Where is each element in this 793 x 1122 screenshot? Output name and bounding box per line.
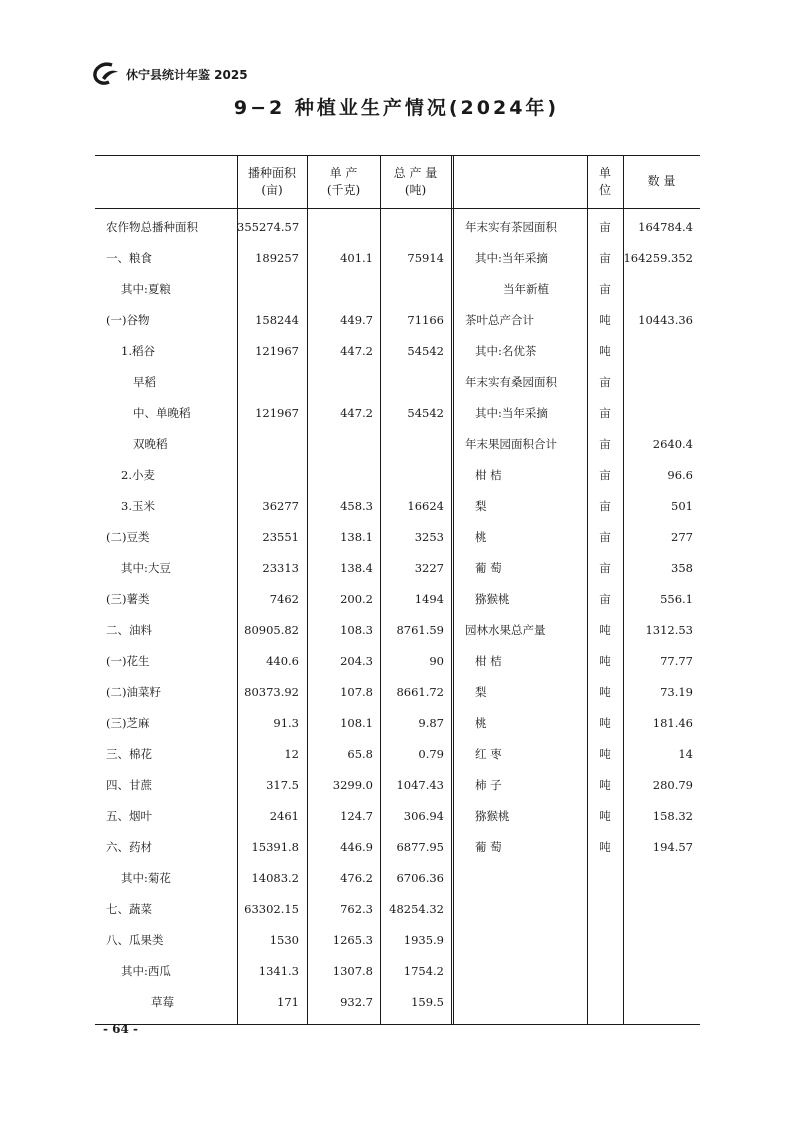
header-yield-per-mu: 单 产 (千克) <box>326 165 361 197</box>
table-row <box>95 925 700 956</box>
unit-value: 亩 <box>599 406 611 420</box>
output-value: 306.94 <box>403 809 444 823</box>
table-row <box>95 460 700 491</box>
sown-area-value: 158244 <box>255 313 299 327</box>
item-label: 当年新植 <box>503 282 549 296</box>
output-value: 1047.43 <box>396 778 444 792</box>
table-row <box>95 956 700 987</box>
item-label: 柑 桔 <box>475 468 502 482</box>
crop-label: 2.小麦 <box>121 468 155 482</box>
table-row <box>95 708 700 739</box>
amount-value: 358 <box>671 561 693 575</box>
crop-label: (一)花生 <box>106 654 150 668</box>
planting-production-table <box>95 155 700 1025</box>
amount-value: 501 <box>671 499 693 513</box>
yield-value: 1307.8 <box>332 964 373 978</box>
item-label: 柑 桔 <box>475 654 502 668</box>
table-bottom-rule <box>95 1024 700 1025</box>
header-sown-area: 播种面积 (亩) <box>247 165 296 197</box>
unit-value: 亩 <box>599 561 611 575</box>
item-label: 葡 萄 <box>475 561 502 575</box>
amount-value <box>623 398 693 429</box>
yield-value: 200.2 <box>340 592 373 606</box>
amount-value: 556.1 <box>660 592 693 606</box>
unit-value: 吨 <box>599 716 611 730</box>
sown-area-value <box>237 460 299 491</box>
output-value <box>380 212 444 243</box>
yield-value: 108.3 <box>340 623 373 637</box>
unit-value: 亩 <box>599 499 611 513</box>
item-label: 红 枣 <box>475 747 502 761</box>
sown-area-value: 14083.2 <box>251 871 299 885</box>
unit-value: 亩 <box>599 220 611 234</box>
yield-value: 3299.0 <box>332 778 373 792</box>
table-row <box>95 615 700 646</box>
item-label: 年末果园面积合计 <box>465 437 557 451</box>
crop-label: 双晚稻 <box>133 437 168 451</box>
item-label: 桃 <box>475 530 487 544</box>
output-value <box>380 367 444 398</box>
table-row <box>95 739 700 770</box>
sown-area-value: 80373.92 <box>244 685 299 699</box>
sown-area-value: 121967 <box>255 344 299 358</box>
yield-value: 446.9 <box>340 840 373 854</box>
sown-area-value <box>237 274 299 305</box>
table-row <box>95 305 700 336</box>
output-value <box>380 460 444 491</box>
item-label: 园林水果总产量 <box>465 623 546 637</box>
crop-label: (二)豆类 <box>106 530 150 544</box>
unit-value: 吨 <box>599 685 611 699</box>
table-row <box>95 770 700 801</box>
crop-label: 一、粮食 <box>106 251 152 265</box>
table-row <box>95 894 700 925</box>
crop-label: 草莓 <box>151 995 174 1009</box>
unit-value: 亩 <box>599 251 611 265</box>
amount-value <box>623 274 693 305</box>
page-title: 9−2 种植业生产情况(2024年) <box>233 97 560 119</box>
table-row <box>95 398 700 429</box>
unit-value: 吨 <box>599 778 611 792</box>
yield-value: 449.7 <box>340 313 373 327</box>
unit-value: 亩 <box>599 530 611 544</box>
amount-value: 1312.53 <box>645 623 693 637</box>
output-value: 90 <box>429 654 444 668</box>
amount-value: 277 <box>671 530 693 544</box>
table-row <box>95 274 700 305</box>
amount-value: 14 <box>678 747 693 761</box>
unit-value: 亩 <box>599 282 611 296</box>
crop-label: (一)谷物 <box>106 313 150 327</box>
item-label: 其中:名优茶 <box>475 344 537 358</box>
crop-label: 3.玉米 <box>121 499 155 513</box>
output-value: 54542 <box>407 406 444 420</box>
sown-area-value: 1341.3 <box>258 964 299 978</box>
yield-value <box>307 274 373 305</box>
sown-area-value: 2461 <box>269 809 299 823</box>
table-row <box>95 212 700 243</box>
amount-value: 181.46 <box>652 716 693 730</box>
item-label: 梨 <box>475 499 487 513</box>
sown-area-value: 36277 <box>262 499 299 513</box>
item-label: 柿 子 <box>475 778 502 792</box>
crop-label: 其中:夏粮 <box>121 282 171 296</box>
yearbook-title: 休宁县统计年鉴 2025 <box>126 67 248 82</box>
output-value: 9.87 <box>418 716 444 730</box>
yield-value <box>307 212 373 243</box>
crop-label: 六、药材 <box>106 840 152 854</box>
table-row <box>95 553 700 584</box>
crop-label: (三)薯类 <box>106 592 150 606</box>
output-value: 3227 <box>414 561 444 575</box>
sown-area-value: 171 <box>277 995 299 1009</box>
crop-label: 农作物总播种面积 <box>106 220 198 234</box>
crop-label: 其中:西瓜 <box>121 964 171 978</box>
unit-value: 吨 <box>599 840 611 854</box>
table-row <box>95 863 700 894</box>
output-value <box>380 274 444 305</box>
output-value: 75914 <box>407 251 444 265</box>
page-number: - 64 - <box>103 1022 139 1036</box>
item-label: 其中:当年采摘 <box>475 251 548 265</box>
sown-area-value: 23551 <box>262 530 299 544</box>
item-label: 猕猴桃 <box>475 809 510 823</box>
amount-value: 194.57 <box>652 840 693 854</box>
yield-value: 447.2 <box>340 344 373 358</box>
sown-area-value: 1530 <box>269 933 299 947</box>
amount-value: 164784.4 <box>638 220 693 234</box>
amount-value: 158.32 <box>652 809 693 823</box>
header-amount: 数 量 <box>647 174 676 188</box>
sown-area-value: 440.6 <box>266 654 299 668</box>
amount-value: 10443.36 <box>638 313 693 327</box>
sown-area-value: 80905.82 <box>244 623 299 637</box>
amount-value: 77.77 <box>660 654 693 668</box>
sown-area-value <box>237 367 299 398</box>
crop-label: 七、蔬菜 <box>106 902 152 916</box>
crop-label: 四、甘蔗 <box>106 778 152 792</box>
output-value: 8761.59 <box>396 623 444 637</box>
unit-value: 亩 <box>599 468 611 482</box>
unit-value: 吨 <box>599 747 611 761</box>
crop-label: 三、棉花 <box>106 747 152 761</box>
yield-value: 458.3 <box>340 499 373 513</box>
table-row <box>95 522 700 553</box>
sown-area-value: 7462 <box>269 592 299 606</box>
table-row <box>95 987 700 1018</box>
yield-value <box>307 429 373 460</box>
amount-value: 2640.4 <box>652 437 693 451</box>
yield-value <box>307 460 373 491</box>
unit-value: 亩 <box>599 437 611 451</box>
output-value: 1494 <box>414 592 444 606</box>
amount-value <box>623 367 693 398</box>
yield-value: 476.2 <box>340 871 373 885</box>
crop-label: 八、瓜果类 <box>106 933 164 947</box>
output-value: 16624 <box>407 499 444 513</box>
header-unit: 单 位 <box>598 165 611 197</box>
table-row <box>95 491 700 522</box>
output-value: 8661.72 <box>396 685 444 699</box>
sown-area-value: 23313 <box>262 561 299 575</box>
sown-area-value: 15391.8 <box>251 840 299 854</box>
yield-value: 65.8 <box>347 747 373 761</box>
sown-area-value: 189257 <box>255 251 299 265</box>
crop-label: (三)芝麻 <box>106 716 150 730</box>
output-value: 6877.95 <box>396 840 444 854</box>
table-row <box>95 584 700 615</box>
unit-value: 亩 <box>599 375 611 389</box>
yield-value: 447.2 <box>340 406 373 420</box>
output-value: 6706.36 <box>396 871 444 885</box>
table-row <box>95 801 700 832</box>
yield-value: 124.7 <box>340 809 373 823</box>
sown-area-value: 317.5 <box>266 778 299 792</box>
sown-area-value: 63302.15 <box>244 902 299 916</box>
crop-label: 1.稻谷 <box>121 344 155 358</box>
unit-value: 吨 <box>599 313 611 327</box>
yearbook-logo-icon <box>92 62 120 86</box>
yield-value: 204.3 <box>340 654 373 668</box>
unit-value: 吨 <box>599 654 611 668</box>
sown-area-value: 121967 <box>255 406 299 420</box>
output-value: 159.5 <box>411 995 444 1009</box>
output-value: 1754.2 <box>403 964 444 978</box>
table-row <box>95 367 700 398</box>
table-row <box>95 832 700 863</box>
item-label: 年末实有桑园面积 <box>465 375 557 389</box>
amount-value: 73.19 <box>660 685 693 699</box>
amount-value: 164259.352 <box>623 251 693 265</box>
sown-area-value: 12 <box>284 747 299 761</box>
page-header <box>92 62 248 86</box>
yield-value: 932.7 <box>340 995 373 1009</box>
header-total-output: 总 产 量 (吨) <box>393 165 438 197</box>
yield-value: 107.8 <box>340 685 373 699</box>
output-value: 3253 <box>414 530 444 544</box>
yield-value <box>307 367 373 398</box>
output-value: 71166 <box>407 313 444 327</box>
amount-value <box>623 336 693 367</box>
item-label: 桃 <box>475 716 487 730</box>
sown-area-value <box>237 429 299 460</box>
sown-area-value: 91.3 <box>273 716 299 730</box>
unit-value: 吨 <box>599 809 611 823</box>
table-header-rule <box>95 208 700 209</box>
yield-value: 401.1 <box>340 251 373 265</box>
crop-label: 其中:大豆 <box>121 561 171 575</box>
unit-value: 吨 <box>599 344 611 358</box>
table-row <box>95 646 700 677</box>
item-label: 葡 萄 <box>475 840 502 854</box>
amount-value: 280.79 <box>652 778 693 792</box>
yield-value: 138.4 <box>340 561 373 575</box>
crop-label: 其中:菊花 <box>121 871 171 885</box>
output-value: 54542 <box>407 344 444 358</box>
yield-value: 1265.3 <box>332 933 373 947</box>
yield-value: 762.3 <box>340 902 373 916</box>
output-value <box>380 429 444 460</box>
crop-label: 早稻 <box>133 375 156 389</box>
crop-label: 五、烟叶 <box>106 809 152 823</box>
table-row <box>95 677 700 708</box>
unit-value: 吨 <box>599 623 611 637</box>
item-label: 年末实有茶园面积 <box>465 220 557 234</box>
table-row <box>95 336 700 367</box>
item-label: 其中:当年采摘 <box>475 406 548 420</box>
table-row <box>95 243 700 274</box>
crop-label: 二、油料 <box>106 623 152 637</box>
item-label: 猕猴桃 <box>475 592 510 606</box>
output-value: 48254.32 <box>389 902 444 916</box>
item-label: 梨 <box>475 685 487 699</box>
sown-area-value: 355274.57 <box>237 220 300 234</box>
amount-value: 96.6 <box>667 468 693 482</box>
item-label: 茶叶总产合计 <box>465 313 534 327</box>
crop-label: 中、单晚稻 <box>133 406 191 420</box>
crop-label: (二)油菜籽 <box>106 685 161 699</box>
unit-value: 亩 <box>599 592 611 606</box>
yield-value: 138.1 <box>340 530 373 544</box>
output-value: 0.79 <box>418 747 444 761</box>
table-row <box>95 429 700 460</box>
yield-value: 108.1 <box>340 716 373 730</box>
output-value: 1935.9 <box>403 933 444 947</box>
